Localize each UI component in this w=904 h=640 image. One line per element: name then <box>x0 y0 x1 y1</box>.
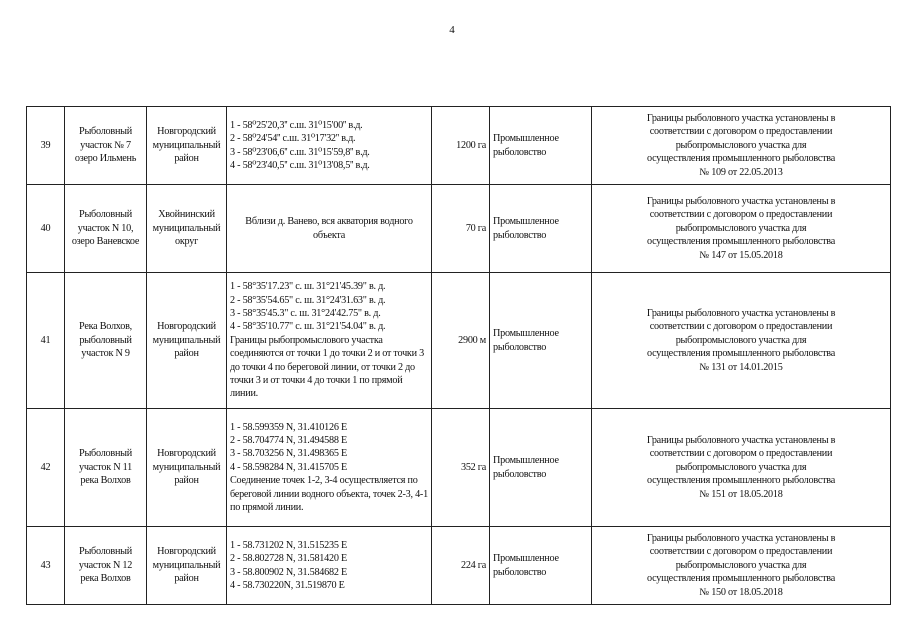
boundary-note: Границы рыболовного участка установлены в соответствии с договором о предоставлении рыбопромыслового участка для осуществления промышленного рыболовства № 109 от 22.05.2013 <box>592 107 891 185</box>
row-number: 42 <box>27 409 65 527</box>
boundary-coordinates: 1 - 58°35'17.23" с. ш. 31°21'45.39" в. д. 2 - 58°35'54.65" с. ш. 31°24'31.63" в. д. 3 - 58°35'45.3" с. ш. 31°24'42.75" в. д. 4 - 58°35'10.77" с. ш. 31°21'54.04" в. д. Границы рыбопромыслового участка соединяются от точки 1 до точки 2 и от точки 3 до точки 4 по береговой линии, от точки 2 до точки 3 и от точки 4 до точки 1 по прямой линии. <box>227 273 432 409</box>
district: Новгородский муниципальный район <box>147 409 227 527</box>
boundary-note: Границы рыболовного участка установлены в соответствии с договором о предоставлении рыбопромыслового участка для осуществления промышленного рыболовства № 151 от 18.05.2018 <box>592 409 891 527</box>
boundary-note: Границы рыболовного участка установлены в соответствии с договором о предоставлении рыбопромыслового участка для осуществления промышленного рыболовства № 147 от 15.05.2018 <box>592 185 891 273</box>
row-number: 40 <box>27 185 65 273</box>
boundary-coordinates <box>227 185 432 273</box>
page-number: 4 <box>449 24 455 36</box>
area-name: Река Волхов, рыболовный участок N 9 <box>65 273 147 409</box>
table-row <box>27 273 891 409</box>
boundary-note: Границы рыболовного участка установлены в соответствии с договором о предоставлении рыбопромыслового участка для осуществления промышленного рыболовства № 150 от 18.05.2018 <box>592 527 891 605</box>
fishing-type: Промышленное рыболовство <box>490 409 592 527</box>
district: Хвойнинский муниципальный округ <box>147 185 227 273</box>
area-name: Рыболовный участок N 10, озеро Ваневское <box>65 185 147 273</box>
fishing-type: Промышленное рыболовство <box>490 107 592 185</box>
area-name: Рыболовный участок N 11 река Волхов <box>65 409 147 527</box>
row-number: 43 <box>27 527 65 605</box>
boundary-coordinates: 1 - 58⁰25'20,3'' с.ш. 31⁰15'00'' в.д. 2 - 58⁰24'54'' с.ш. 31⁰17'32'' в.д. 3 - 58⁰23'06,6'' с.ш. 31⁰15'59,8'' в.д. 4 - 58⁰23'40,5'' с.ш. 31⁰13'08,5'' в.д. <box>227 107 432 185</box>
area-size: 2900 м <box>432 273 490 409</box>
table-row <box>27 107 891 185</box>
table-row <box>27 409 891 527</box>
table-row <box>27 185 891 273</box>
row-number: 39 <box>27 107 65 185</box>
fishing-type: Промышленное рыболовство <box>490 273 592 409</box>
boundary-note: Границы рыболовного участка установлены в соответствии с договором о предоставлении рыбопромыслового участка для осуществления промышленного рыболовства № 131 от 14.01.2015 <box>592 273 891 409</box>
table-row <box>27 527 891 605</box>
district: Новгородский муниципальный район <box>147 527 227 605</box>
area-size: 1200 га <box>432 107 490 185</box>
district: Новгородский муниципальный район <box>147 273 227 409</box>
area-name: Рыболовный участок N 12 река Волхов <box>65 527 147 605</box>
location-description: Вблизи д. Ванево, вся акватория водного объекта <box>245 216 413 241</box>
fishing-areas-table <box>26 106 891 605</box>
fishing-type: Промышленное рыболовство <box>490 527 592 605</box>
boundary-coordinates: 1 - 58.599359 N, 31.410126 E 2 - 58.704774 N, 31.494588 E 3 - 58.703256 N, 31.498365 E 4 - 58.598284 N, 31.415705 E Соединение точек 1-2, 3-4 осуществляется по береговой линии водного объекта, точек 2-3, 4-1 по прямой линии. <box>227 409 432 527</box>
district: Новгородский муниципальный район <box>147 107 227 185</box>
boundary-coordinates: 1 - 58.731202 N, 31.515235 E 2 - 58.802728 N, 31.581420 E 3 - 58.800902 N, 31.584682 E 4 - 58.730220N, 31.519870 E <box>227 527 432 605</box>
fishing-type: Промышленное рыболовство <box>490 185 592 273</box>
area-size: 352 га <box>432 409 490 527</box>
area-name: Рыболовный участок № 7 озеро Ильмень <box>65 107 147 185</box>
boundary-connection-note: Границы рыбопромыслового участка соединяются от точки 1 до точки 2 и от точки 3 до точки 4 по береговой линии, от точки 2 до точки 3 и от точки 4 до точки 1 по прямой линии. <box>230 334 424 400</box>
area-size: 70 га <box>432 185 490 273</box>
area-size: 224 га <box>432 527 490 605</box>
table-body <box>27 107 891 605</box>
row-number: 41 <box>27 273 65 409</box>
boundary-connection-note: Соединение точек 1-2, 3-4 осуществляется по береговой линии водного объекта, точек 2-3, 4-1 по прямой линии. <box>230 475 428 514</box>
